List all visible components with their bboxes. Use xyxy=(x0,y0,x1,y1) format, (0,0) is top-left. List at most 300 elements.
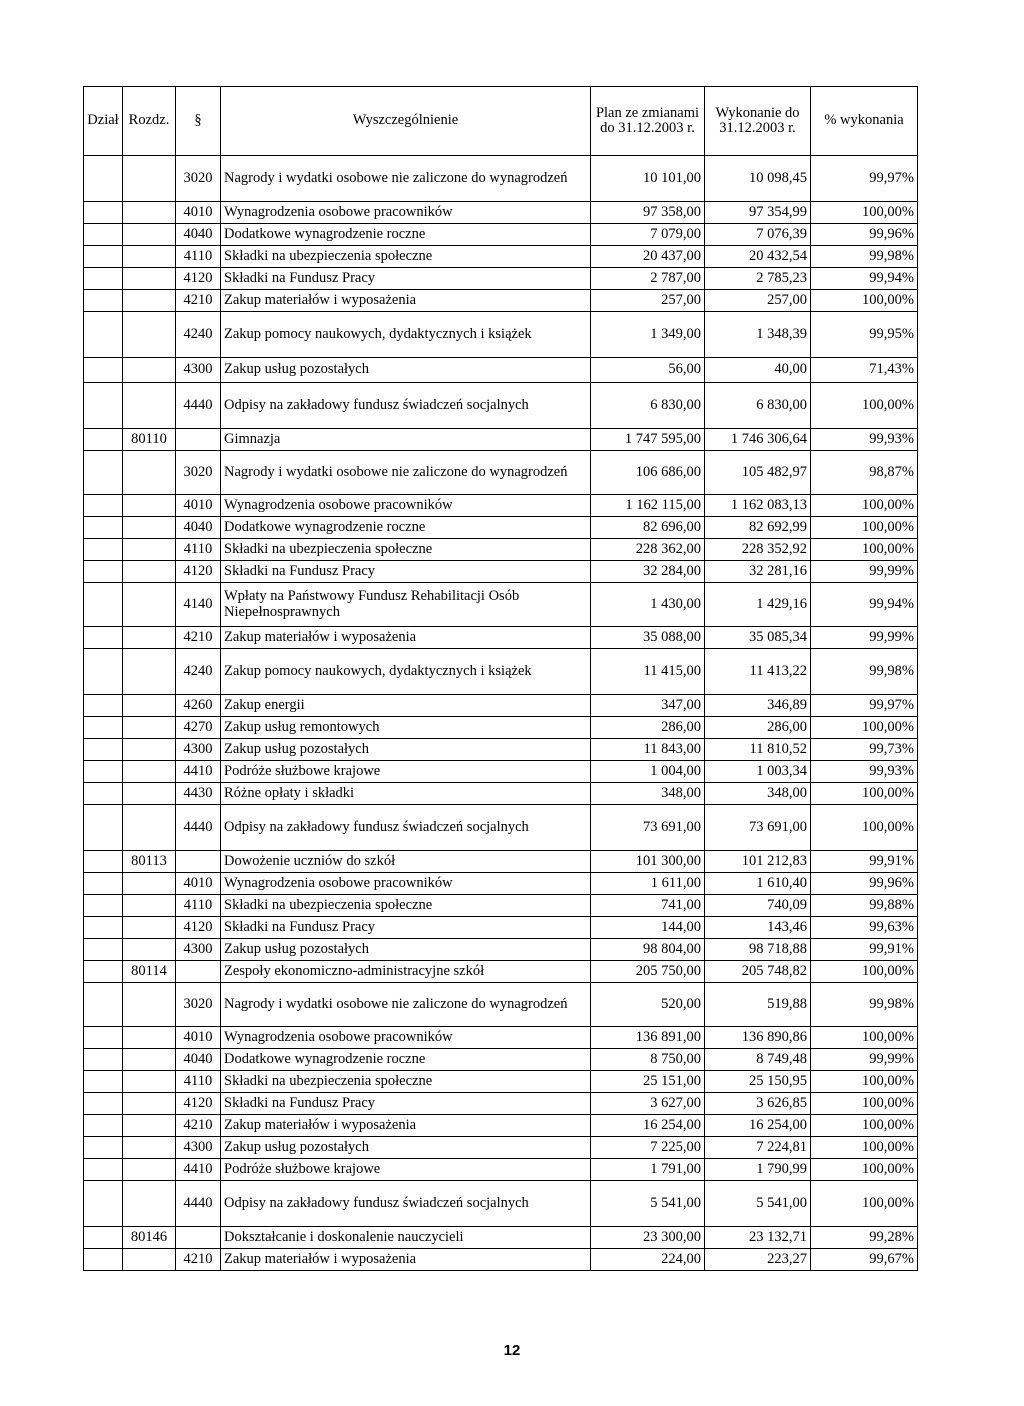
description-cell: Zespoły ekonomiczno-administracyjne szkół xyxy=(221,961,591,983)
rozdzial-cell xyxy=(123,895,176,917)
table-row xyxy=(84,517,918,539)
rozdzial-cell xyxy=(123,358,176,383)
rozdzial-cell xyxy=(123,312,176,358)
description-cell: Składki na Fundusz Pracy xyxy=(221,268,591,290)
dzial-cell xyxy=(84,290,123,312)
plan-cell: 1 430,00 xyxy=(591,583,705,627)
table-row xyxy=(84,202,918,224)
plan-cell: 1 747 595,00 xyxy=(591,429,705,451)
procent-cell: 99,91% xyxy=(811,939,918,961)
plan-cell: 1 162 115,00 xyxy=(591,495,705,517)
procent-cell: 99,98% xyxy=(811,649,918,695)
plan-cell: 106 686,00 xyxy=(591,451,705,495)
paragraf-cell: 4240 xyxy=(176,649,221,695)
dzial-cell xyxy=(84,1071,123,1093)
plan-cell: 1 349,00 xyxy=(591,312,705,358)
description-cell: Dokształcanie i doskonalenie nauczycieli xyxy=(221,1227,591,1249)
description-cell: Odpisy na zakładowy fundusz świadczeń socjalnych xyxy=(221,383,591,429)
paragraf-cell: 4120 xyxy=(176,561,221,583)
dzial-cell xyxy=(84,1227,123,1249)
procent-cell: 100,00% xyxy=(811,202,918,224)
table-row xyxy=(84,1181,918,1227)
wykonanie-cell: 20 432,54 xyxy=(705,246,811,268)
plan-cell: 205 750,00 xyxy=(591,961,705,983)
rozdzial-cell xyxy=(123,983,176,1027)
description-cell: Różne opłaty i składki xyxy=(221,783,591,805)
description-cell: Składki na ubezpieczenia społeczne xyxy=(221,895,591,917)
description-cell: Składki na Fundusz Pracy xyxy=(221,561,591,583)
plan-cell: 11 415,00 xyxy=(591,649,705,695)
rozdzial-cell xyxy=(123,1137,176,1159)
rozdzial-cell xyxy=(123,224,176,246)
rozdzial-cell: 80113 xyxy=(123,851,176,873)
wykonanie-cell: 5 541,00 xyxy=(705,1181,811,1227)
procent-cell: 99,67% xyxy=(811,1249,918,1271)
rozdzial-cell xyxy=(123,627,176,649)
wykonanie-cell: 3 626,85 xyxy=(705,1093,811,1115)
wykonanie-cell: 1 746 306,64 xyxy=(705,429,811,451)
dzial-cell xyxy=(84,312,123,358)
wykonanie-cell: 25 150,95 xyxy=(705,1071,811,1093)
table-row xyxy=(84,1027,918,1049)
table-row xyxy=(84,917,918,939)
procent-cell: 100,00% xyxy=(811,539,918,561)
header-dzial: Dział xyxy=(84,87,123,156)
wykonanie-cell: 228 352,92 xyxy=(705,539,811,561)
paragraf-cell xyxy=(176,1227,221,1249)
procent-cell: 99,93% xyxy=(811,429,918,451)
description-cell: Składki na ubezpieczenia społeczne xyxy=(221,1071,591,1093)
header-rozdz: Rozdz. xyxy=(123,87,176,156)
rozdzial-cell xyxy=(123,561,176,583)
description-cell: Zakup usług pozostałych xyxy=(221,358,591,383)
rozdzial-cell xyxy=(123,739,176,761)
paragraf-cell: 4440 xyxy=(176,1181,221,1227)
wykonanie-cell: 73 691,00 xyxy=(705,805,811,851)
paragraf-cell: 4410 xyxy=(176,1159,221,1181)
paragraf-cell: 4300 xyxy=(176,739,221,761)
table-row xyxy=(84,1159,918,1181)
table-row xyxy=(84,290,918,312)
plan-cell: 98 804,00 xyxy=(591,939,705,961)
table-row xyxy=(84,983,918,1027)
procent-cell: 99,93% xyxy=(811,761,918,783)
description-cell: Wynagrodzenia osobowe pracowników xyxy=(221,1027,591,1049)
paragraf-cell: 4120 xyxy=(176,917,221,939)
wykonanie-cell: 11 413,22 xyxy=(705,649,811,695)
plan-cell: 82 696,00 xyxy=(591,517,705,539)
plan-cell: 228 362,00 xyxy=(591,539,705,561)
paragraf-cell: 4110 xyxy=(176,539,221,561)
plan-cell: 20 437,00 xyxy=(591,246,705,268)
procent-cell: 99,96% xyxy=(811,873,918,895)
dzial-cell xyxy=(84,895,123,917)
table-row xyxy=(84,649,918,695)
rozdzial-cell xyxy=(123,1027,176,1049)
dzial-cell xyxy=(84,495,123,517)
rozdzial-cell xyxy=(123,495,176,517)
plan-cell: 25 151,00 xyxy=(591,1071,705,1093)
rozdzial-cell xyxy=(123,1115,176,1137)
paragraf-cell: 4260 xyxy=(176,695,221,717)
paragraf-cell: 4120 xyxy=(176,1093,221,1115)
rozdzial-cell xyxy=(123,1181,176,1227)
wykonanie-cell: 1 790,99 xyxy=(705,1159,811,1181)
paragraf-cell: 4010 xyxy=(176,873,221,895)
dzial-cell xyxy=(84,224,123,246)
dzial-cell xyxy=(84,156,123,202)
plan-cell: 11 843,00 xyxy=(591,739,705,761)
plan-cell: 16 254,00 xyxy=(591,1115,705,1137)
plan-cell: 257,00 xyxy=(591,290,705,312)
procent-cell: 99,91% xyxy=(811,851,918,873)
header-plan: Plan ze zmianami do 31.12.2003 r. xyxy=(591,87,705,156)
wykonanie-cell: 16 254,00 xyxy=(705,1115,811,1137)
header-paragraf: § xyxy=(176,87,221,156)
dzial-cell xyxy=(84,917,123,939)
description-cell: Podróże służbowe krajowe xyxy=(221,1159,591,1181)
rozdzial-cell xyxy=(123,649,176,695)
wykonanie-cell: 1 003,34 xyxy=(705,761,811,783)
plan-cell: 144,00 xyxy=(591,917,705,939)
description-cell: Dodatkowe wynagrodzenie roczne xyxy=(221,224,591,246)
wykonanie-cell: 136 890,86 xyxy=(705,1027,811,1049)
paragraf-cell: 4240 xyxy=(176,312,221,358)
procent-cell: 99,88% xyxy=(811,895,918,917)
description-cell: Zakup materiałów i wyposażenia xyxy=(221,290,591,312)
paragraf-cell: 4110 xyxy=(176,246,221,268)
procent-cell: 71,43% xyxy=(811,358,918,383)
dzial-cell xyxy=(84,1093,123,1115)
procent-cell: 100,00% xyxy=(811,495,918,517)
rozdzial-cell xyxy=(123,783,176,805)
rozdzial-cell xyxy=(123,539,176,561)
plan-cell: 101 300,00 xyxy=(591,851,705,873)
procent-cell: 100,00% xyxy=(811,1159,918,1181)
plan-cell: 6 830,00 xyxy=(591,383,705,429)
paragraf-cell: 4120 xyxy=(176,268,221,290)
description-cell: Gimnazja xyxy=(221,429,591,451)
rozdzial-cell xyxy=(123,156,176,202)
table-row xyxy=(84,451,918,495)
paragraf-cell: 4110 xyxy=(176,1071,221,1093)
rozdzial-cell xyxy=(123,383,176,429)
plan-cell: 286,00 xyxy=(591,717,705,739)
procent-cell: 100,00% xyxy=(811,805,918,851)
rozdzial-cell xyxy=(123,1249,176,1271)
plan-cell: 8 750,00 xyxy=(591,1049,705,1071)
table-row xyxy=(84,851,918,873)
description-cell: Zakup materiałów i wyposażenia xyxy=(221,1249,591,1271)
plan-cell: 56,00 xyxy=(591,358,705,383)
wykonanie-cell: 6 830,00 xyxy=(705,383,811,429)
description-cell: Podróże służbowe krajowe xyxy=(221,761,591,783)
procent-cell: 100,00% xyxy=(811,783,918,805)
plan-cell: 32 284,00 xyxy=(591,561,705,583)
dzial-cell xyxy=(84,517,123,539)
procent-cell: 100,00% xyxy=(811,717,918,739)
procent-cell: 99,99% xyxy=(811,627,918,649)
description-cell: Zakup usług pozostałych xyxy=(221,939,591,961)
dzial-cell xyxy=(84,1027,123,1049)
table-row xyxy=(84,739,918,761)
dzial-cell xyxy=(84,246,123,268)
procent-cell: 100,00% xyxy=(811,383,918,429)
budget-table xyxy=(83,86,918,1271)
rozdzial-cell xyxy=(123,761,176,783)
description-cell: Zakup usług remontowych xyxy=(221,717,591,739)
wykonanie-cell: 223,27 xyxy=(705,1249,811,1271)
dzial-cell xyxy=(84,1137,123,1159)
dzial-cell xyxy=(84,429,123,451)
wykonanie-cell: 40,00 xyxy=(705,358,811,383)
table-row xyxy=(84,805,918,851)
dzial-cell xyxy=(84,739,123,761)
table-body xyxy=(84,156,918,1271)
table-row xyxy=(84,312,918,358)
table-row xyxy=(84,1227,918,1249)
table-row xyxy=(84,561,918,583)
procent-cell: 100,00% xyxy=(811,517,918,539)
wykonanie-cell: 740,09 xyxy=(705,895,811,917)
wykonanie-cell: 143,46 xyxy=(705,917,811,939)
paragraf-cell: 4300 xyxy=(176,939,221,961)
paragraf-cell: 4110 xyxy=(176,895,221,917)
description-cell: Zakup usług pozostałych xyxy=(221,1137,591,1159)
plan-cell: 5 541,00 xyxy=(591,1181,705,1227)
table-row xyxy=(84,1249,918,1271)
procent-cell: 99,99% xyxy=(811,1049,918,1071)
paragraf-cell: 3020 xyxy=(176,983,221,1027)
table-row xyxy=(84,1137,918,1159)
description-cell: Zakup energii xyxy=(221,695,591,717)
paragraf-cell: 4040 xyxy=(176,1049,221,1071)
paragraf-cell: 4270 xyxy=(176,717,221,739)
wykonanie-cell: 519,88 xyxy=(705,983,811,1027)
description-cell: Odpisy na zakładowy fundusz świadczeń socjalnych xyxy=(221,1181,591,1227)
table-row xyxy=(84,539,918,561)
wykonanie-cell: 1 162 083,13 xyxy=(705,495,811,517)
header-procent: % wykonania xyxy=(811,87,918,156)
paragraf-cell: 3020 xyxy=(176,156,221,202)
description-cell: Zakup pomocy naukowych, dydaktycznych i książek xyxy=(221,649,591,695)
paragraf-cell: 4210 xyxy=(176,627,221,649)
rozdzial-cell xyxy=(123,695,176,717)
paragraf-cell: 4010 xyxy=(176,1027,221,1049)
wykonanie-cell: 7 076,39 xyxy=(705,224,811,246)
table-row xyxy=(84,939,918,961)
wykonanie-cell: 7 224,81 xyxy=(705,1137,811,1159)
dzial-cell xyxy=(84,1115,123,1137)
paragraf-cell xyxy=(176,851,221,873)
rozdzial-cell xyxy=(123,805,176,851)
plan-cell: 35 088,00 xyxy=(591,627,705,649)
dzial-cell xyxy=(84,451,123,495)
plan-cell: 23 300,00 xyxy=(591,1227,705,1249)
table-row xyxy=(84,717,918,739)
dzial-cell xyxy=(84,983,123,1027)
dzial-cell xyxy=(84,627,123,649)
rozdzial-cell xyxy=(123,1071,176,1093)
description-cell: Składki na ubezpieczenia społeczne xyxy=(221,539,591,561)
paragraf-cell: 3020 xyxy=(176,451,221,495)
dzial-cell xyxy=(84,761,123,783)
plan-cell: 1 611,00 xyxy=(591,873,705,895)
table-row xyxy=(84,961,918,983)
rozdzial-cell xyxy=(123,1093,176,1115)
dzial-cell xyxy=(84,873,123,895)
table-row xyxy=(84,224,918,246)
table-header-row xyxy=(84,87,918,156)
procent-cell: 99,94% xyxy=(811,583,918,627)
description-cell: Zakup pomocy naukowych, dydaktycznych i książek xyxy=(221,312,591,358)
header-wykonanie: Wykonanie do 31.12.2003 r. xyxy=(705,87,811,156)
plan-cell: 7 225,00 xyxy=(591,1137,705,1159)
description-cell: Dodatkowe wynagrodzenie roczne xyxy=(221,1049,591,1071)
wykonanie-cell: 8 749,48 xyxy=(705,1049,811,1071)
wykonanie-cell: 23 132,71 xyxy=(705,1227,811,1249)
wykonanie-cell: 10 098,45 xyxy=(705,156,811,202)
table-row xyxy=(84,583,918,627)
dzial-cell xyxy=(84,805,123,851)
description-cell: Nagrody i wydatki osobowe nie zaliczone do wynagrodzeń xyxy=(221,156,591,202)
plan-cell: 1 791,00 xyxy=(591,1159,705,1181)
procent-cell: 99,96% xyxy=(811,224,918,246)
dzial-cell xyxy=(84,539,123,561)
paragraf-cell: 4440 xyxy=(176,805,221,851)
procent-cell: 99,28% xyxy=(811,1227,918,1249)
description-cell: Składki na ubezpieczenia społeczne xyxy=(221,246,591,268)
table-row xyxy=(84,895,918,917)
table-row xyxy=(84,873,918,895)
plan-cell: 3 627,00 xyxy=(591,1093,705,1115)
rozdzial-cell: 80114 xyxy=(123,961,176,983)
rozdzial-cell: 80110 xyxy=(123,429,176,451)
paragraf-cell: 4210 xyxy=(176,290,221,312)
table-row xyxy=(84,429,918,451)
description-cell: Zakup materiałów i wyposażenia xyxy=(221,627,591,649)
plan-cell: 73 691,00 xyxy=(591,805,705,851)
procent-cell: 99,98% xyxy=(811,983,918,1027)
wykonanie-cell: 105 482,97 xyxy=(705,451,811,495)
wykonanie-cell: 348,00 xyxy=(705,783,811,805)
wykonanie-cell: 101 212,83 xyxy=(705,851,811,873)
dzial-cell xyxy=(84,649,123,695)
paragraf-cell: 4430 xyxy=(176,783,221,805)
description-cell: Nagrody i wydatki osobowe nie zaliczone do wynagrodzeń xyxy=(221,983,591,1027)
description-cell: Wynagrodzenia osobowe pracowników xyxy=(221,495,591,517)
description-cell: Nagrody i wydatki osobowe nie zaliczone do wynagrodzeń xyxy=(221,451,591,495)
dzial-cell xyxy=(84,717,123,739)
procent-cell: 99,63% xyxy=(811,917,918,939)
wykonanie-cell: 1 610,40 xyxy=(705,873,811,895)
wykonanie-cell: 2 785,23 xyxy=(705,268,811,290)
paragraf-cell: 4210 xyxy=(176,1115,221,1137)
procent-cell: 99,97% xyxy=(811,156,918,202)
rozdzial-cell xyxy=(123,873,176,895)
procent-cell: 100,00% xyxy=(811,1181,918,1227)
plan-cell: 741,00 xyxy=(591,895,705,917)
description-cell: Dodatkowe wynagrodzenie roczne xyxy=(221,517,591,539)
rozdzial-cell xyxy=(123,917,176,939)
procent-cell: 100,00% xyxy=(811,1071,918,1093)
rozdzial-cell xyxy=(123,290,176,312)
wykonanie-cell: 257,00 xyxy=(705,290,811,312)
plan-cell: 7 079,00 xyxy=(591,224,705,246)
dzial-cell xyxy=(84,783,123,805)
dzial-cell xyxy=(84,383,123,429)
description-cell: Odpisy na zakładowy fundusz świadczeń socjalnych xyxy=(221,805,591,851)
paragraf-cell: 4300 xyxy=(176,358,221,383)
rozdzial-cell xyxy=(123,246,176,268)
wykonanie-cell: 346,89 xyxy=(705,695,811,717)
dzial-cell xyxy=(84,1159,123,1181)
plan-cell: 97 358,00 xyxy=(591,202,705,224)
procent-cell: 100,00% xyxy=(811,1093,918,1115)
table-row xyxy=(84,246,918,268)
rozdzial-cell xyxy=(123,1159,176,1181)
plan-cell: 348,00 xyxy=(591,783,705,805)
procent-cell: 99,99% xyxy=(811,561,918,583)
paragraf-cell: 4140 xyxy=(176,583,221,627)
dzial-cell xyxy=(84,961,123,983)
procent-cell: 100,00% xyxy=(811,290,918,312)
paragraf-cell: 4410 xyxy=(176,761,221,783)
plan-cell: 2 787,00 xyxy=(591,268,705,290)
procent-cell: 99,98% xyxy=(811,246,918,268)
rozdzial-cell xyxy=(123,268,176,290)
description-cell: Wynagrodzenia osobowe pracowników xyxy=(221,873,591,895)
table-row xyxy=(84,1071,918,1093)
procent-cell: 98,87% xyxy=(811,451,918,495)
page-number: 12 xyxy=(503,1342,521,1359)
rozdzial-cell xyxy=(123,717,176,739)
plan-cell: 347,00 xyxy=(591,695,705,717)
paragraf-cell: 4210 xyxy=(176,1249,221,1271)
procent-cell: 100,00% xyxy=(811,1027,918,1049)
procent-cell: 100,00% xyxy=(811,1115,918,1137)
table-row xyxy=(84,156,918,202)
table-row xyxy=(84,268,918,290)
paragraf-cell xyxy=(176,961,221,983)
procent-cell: 99,97% xyxy=(811,695,918,717)
description-cell: Składki na Fundusz Pracy xyxy=(221,1093,591,1115)
dzial-cell xyxy=(84,1049,123,1071)
paragraf-cell: 4010 xyxy=(176,495,221,517)
plan-cell: 224,00 xyxy=(591,1249,705,1271)
procent-cell: 100,00% xyxy=(811,1137,918,1159)
wykonanie-cell: 11 810,52 xyxy=(705,739,811,761)
paragraf-cell: 4300 xyxy=(176,1137,221,1159)
dzial-cell xyxy=(84,268,123,290)
description-cell: Zakup usług pozostałych xyxy=(221,739,591,761)
wykonanie-cell: 97 354,99 xyxy=(705,202,811,224)
table-row xyxy=(84,783,918,805)
dzial-cell xyxy=(84,1181,123,1227)
dzial-cell xyxy=(84,1249,123,1271)
description-cell: Dowożenie uczniów do szkół xyxy=(221,851,591,873)
rozdzial-cell xyxy=(123,517,176,539)
table-row xyxy=(84,383,918,429)
procent-cell: 99,95% xyxy=(811,312,918,358)
table-row xyxy=(84,761,918,783)
paragraf-cell: 4440 xyxy=(176,383,221,429)
dzial-cell xyxy=(84,583,123,627)
wykonanie-cell: 286,00 xyxy=(705,717,811,739)
rozdzial-cell xyxy=(123,1049,176,1071)
plan-cell: 136 891,00 xyxy=(591,1027,705,1049)
table-row xyxy=(84,695,918,717)
